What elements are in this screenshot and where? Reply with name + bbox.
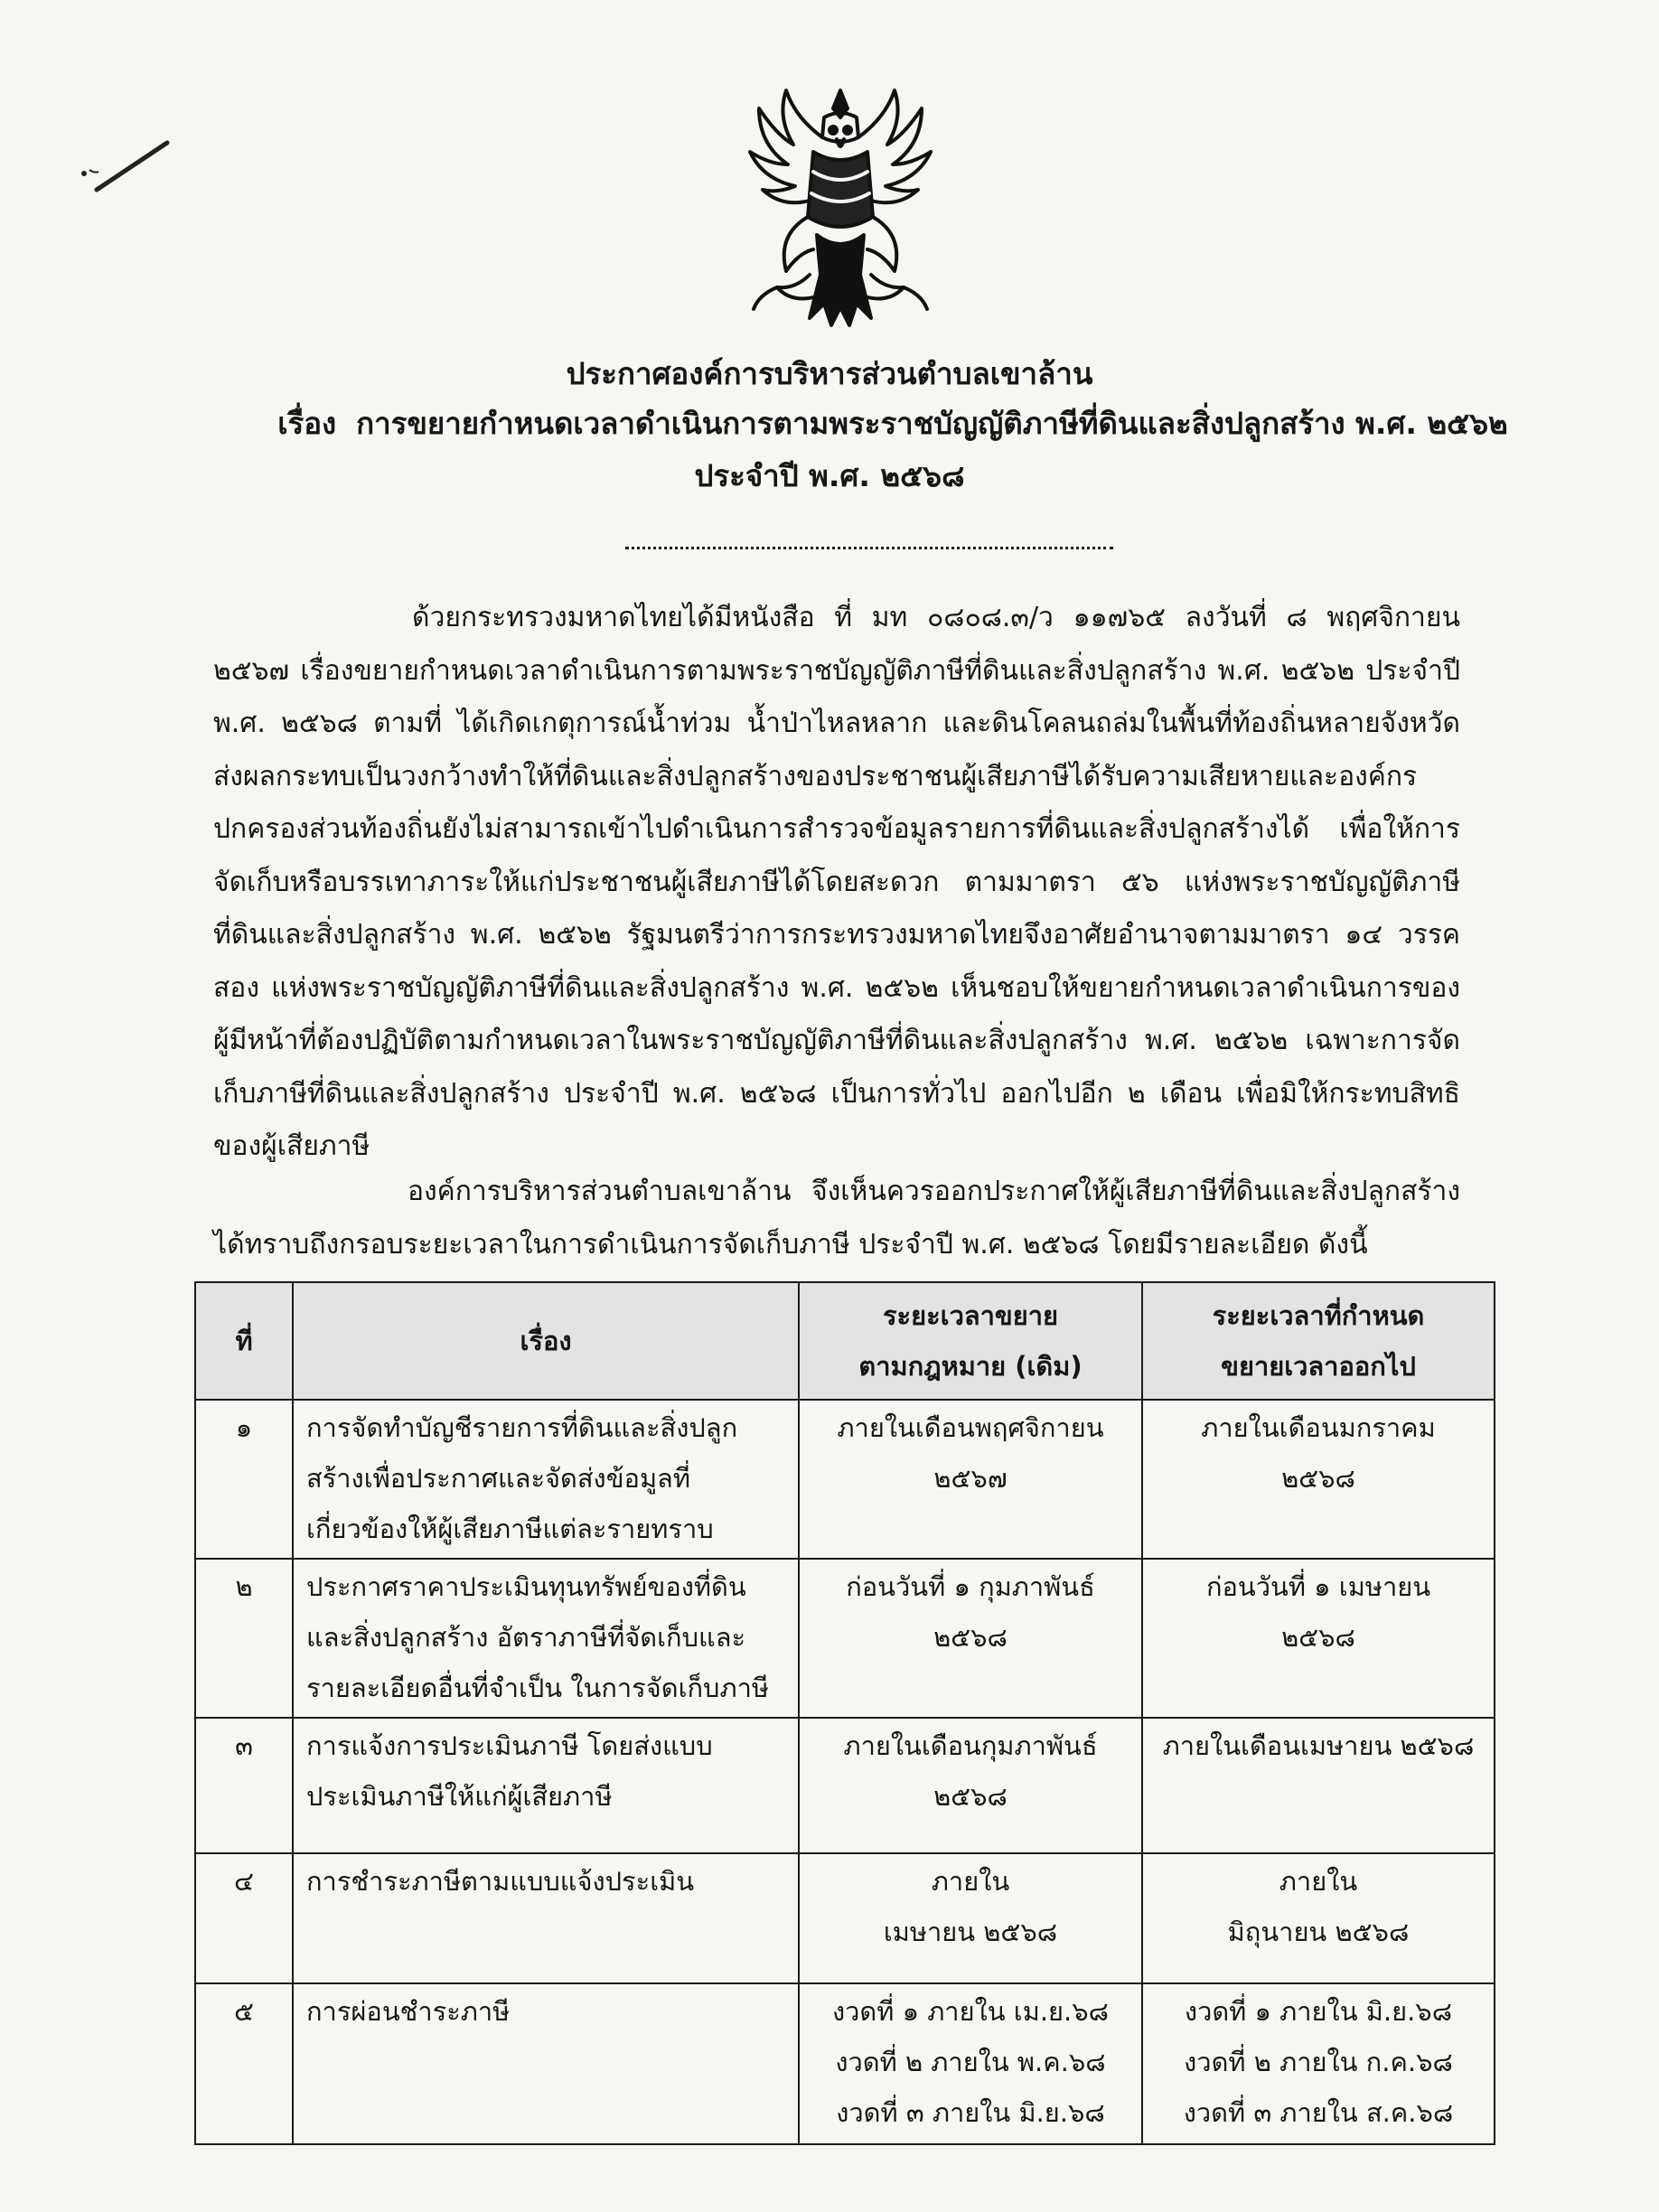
row-original-period-line: เมษายน ๒๕๖๘ [883, 1917, 1058, 1947]
table-row [195, 1559, 1495, 1718]
row-original-period-line: ภายในเดือนกุมภาพันธ์ [843, 1730, 1098, 1761]
row-original-period-line: งวดที่ ๒ ภายใน พ.ค.๖๘ [835, 2047, 1106, 2077]
row-extended-period [1142, 1983, 1495, 2144]
row-original-period [799, 1559, 1142, 1718]
row-extended-period-line: มิถุนายน ๒๕๖๘ [1227, 1917, 1410, 1947]
row-original-period-line: งวดที่ ๑ ภายใน เม.ย.๖๘ [831, 1996, 1110, 2027]
row-subject-line: ประเมินภาษีให้แก่ผู้เสียภาษี [306, 1781, 613, 1812]
row-number: ๕ [195, 1983, 293, 2144]
table-header-row [195, 1282, 1495, 1400]
row-subject-line: การจัดทำบัญชีรายการที่ดินและสิ่งปลูก [306, 1412, 738, 1443]
row-original-period [799, 1718, 1142, 1853]
dotted-divider [625, 547, 1113, 549]
row-subject-line: การชำระภาษีตามแบบแจ้งประเมิน [306, 1866, 695, 1897]
row-original-period-line: ภายในเดือนพฤศจิกายน [837, 1412, 1104, 1443]
row-extended-period-line: งวดที่ ๒ ภายใน ก.ค.๖๘ [1184, 2047, 1453, 2077]
row-number: ๒ [195, 1559, 293, 1718]
row-original-period-line: ๒๕๖๗ [933, 1463, 1008, 1494]
row-extended-period-line: ๒๕๖๘ [1281, 1622, 1355, 1653]
row-extended-period-line: ภายใน [1279, 1866, 1358, 1897]
row-number: ๔ [195, 1853, 293, 1983]
row-original-period-line: ๒๕๖๘ [933, 1622, 1008, 1653]
row-subject-line: และสิ่งปลูกสร้าง อัตราภาษีที่จัดเก็บและ [306, 1622, 746, 1653]
body-paragraph-2: องค์การบริหารส่วนตำบลเขาล้าน จึงเห็นควรออกประกาศให้ผู้เสียภาษีที่ดินและสิ่งปลูกสร้างได้ทราบถึงกรอบระยะเวลาในการดำเนินการจัดเก็บภาษี ประจำปี พ.ศ. ๒๕๖๘ โดยมีรายละเอียด ดังนี้ [213, 1176, 1460, 1261]
row-original-period-line: ภายใน [931, 1866, 1010, 1897]
row-original-period-line: ๒๕๖๘ [933, 1781, 1008, 1812]
table-row [195, 1983, 1495, 2144]
header-original-period: ระยะเวลาขยาย ตามกฎหมาย (เดิม) [799, 1282, 1142, 1400]
row-extended-period-line: ๒๕๖๘ [1281, 1463, 1355, 1494]
row-subject-line: การแจ้งการประเมินภาษี โดยส่งแบบ [306, 1730, 713, 1761]
row-subject [293, 1718, 799, 1853]
subject-text: การขยายกำหนดเวลาดำเนินการตามพระราชบัญญัติภาษีที่ดินและสิ่งปลูกสร้าง พ.ศ. ๒๕๖๒ [356, 406, 1508, 441]
row-extended-period-line: ก่อนวันที่ ๑ เมษายน [1205, 1571, 1431, 1602]
row-extended-period-line: งวดที่ ๑ ภายใน มิ.ย.๖๘ [1184, 1996, 1453, 2027]
announcement-subject [63, 404, 1659, 444]
schedule-table [194, 1281, 1494, 2145]
row-extended-period [1142, 1559, 1495, 1718]
row-number: ๑ [195, 1400, 293, 1559]
row-extended-period [1142, 1718, 1495, 1853]
announcement-year: ประจำปี พ.ศ. ๒๕๖๘ [694, 458, 965, 493]
row-subject [293, 1853, 799, 1983]
table-row [195, 1718, 1495, 1853]
pen-mark-icon [77, 136, 176, 199]
row-subject-line: การผ่อนชำระภาษี [306, 1996, 511, 2027]
row-extended-period-line: ภายในเดือนมกราคม [1201, 1412, 1436, 1443]
header-no: ที่ [195, 1282, 293, 1400]
row-subject-line: รายละเอียดอื่นที่จำเป็น ในการจัดเก็บภาษี [306, 1673, 769, 1703]
row-subject [293, 1400, 799, 1559]
row-subject-line: สร้างเพื่อประกาศและจัดส่งข้อมูลที่ [306, 1463, 690, 1494]
row-original-period [799, 1853, 1142, 1983]
header-extended-period: ระยะเวลาที่กำหนด ขยายเวลาออกไป [1142, 1282, 1495, 1400]
row-extended-period [1142, 1400, 1495, 1559]
row-original-period [799, 1983, 1142, 2144]
row-subject [293, 1983, 799, 2144]
announcement-title: ประกาศองค์การบริหารส่วนตำบลเขาล้าน [566, 356, 1093, 391]
row-subject [293, 1559, 799, 1718]
subject-label: เรื่อง [277, 406, 337, 441]
row-original-period-line: ก่อนวันที่ ๑ กุมภาพันธ์ [846, 1571, 1095, 1602]
garuda-emblem-icon [723, 81, 958, 343]
row-original-period [799, 1400, 1142, 1559]
row-extended-period-line: งวดที่ ๓ ภายใน ส.ค.๖๘ [1183, 2097, 1454, 2128]
row-extended-period-line: ภายในเดือนเมษายน ๒๕๖๘ [1162, 1730, 1475, 1761]
row-subject-line: เกี่ยวข้องให้ผู้เสียภาษีแต่ละรายทราบ [306, 1514, 714, 1544]
header-subject: เรื่อง [293, 1282, 799, 1400]
table-row [195, 1400, 1495, 1559]
body-paragraph-1: ด้วยกระทรวงมหาดไทยได้มีหนังสือ ที่ มท ๐๘๐๘.๓/ว ๑๑๗๖๕ ลงวันที่ ๘ พฤศจิกายน ๒๕๖๗ เรื่องขยายกำหนดเวลาดำเนินการตามพระราชบัญญัติภาษีที่ดินและสิ่งปลูกสร้าง พ.ศ. ๒๕๖๒ ประจำปี พ.ศ. ๒๕๖๘ ตามที่ ได้เกิดเกตุการณ์น้ำท่วม น้ำป่าไหลหลาก และดินโคลนถล่มในพื้นที่ท้องถิ่นหลายจังหวัด ส่งผลกระทบเป็นวงกว้างทำให้ที่ดินและสิ่งปลูกสร้างของประชาชนผู้เสียภาษีได้รับความเสียหายและองค์กรปกครองส่วนท้องถิ่นยังไม่สามารถเข้าไปดำเนินการสำรวจข้อมูลรายการที่ดินและสิ่งปลูกสร้างได้ เพื่อให้การจัดเก็บหรือบรรเทาภาระให้แก่ประชาชนผู้เสียภาษีได้โดยสะดวก ตามมาตรา ๕๖ แห่งพระราชบัญญัติภาษีที่ดินและสิ่งปลูกสร้าง พ.ศ. ๒๕๖๒ รัฐมนตรีว่าการกระทรวงมหาดไทยจึงอาศัยอำนาจตามมาตรา ๑๔ วรรคสอง แห่งพระราชบัญญัติภาษีที่ดินและสิ่งปลูกสร้าง พ.ศ. ๒๕๖๒ เห็นชอบให้ขยายกำหนดเวลาดำเนินการของผู้มีหน้าที่ต้องปฏิบัติตามกำหนดเวลาในพระราชบัญญัติภาษีที่ดินและสิ่งปลูกสร้าง พ.ศ. ๒๕๖๒ เฉพาะการจัดเก็บภาษีที่ดินและสิ่งปลูกสร้าง ประจำปี พ.ศ. ๒๕๖๘ เป็นการทั่วไป ออกไปอีก ๒ เดือน เพื่อมิให้กระทบสิทธิของผู้เสียภาษี [213, 602, 1460, 1162]
row-subject-line: ประกาศราคาประเมินทุนทรัพย์ของที่ดิน [306, 1571, 746, 1602]
table-row [195, 1853, 1495, 1983]
row-number: ๓ [195, 1718, 293, 1853]
row-extended-period [1142, 1853, 1495, 1983]
row-original-period-line: งวดที่ ๓ ภายใน มิ.ย.๖๘ [836, 2097, 1105, 2128]
